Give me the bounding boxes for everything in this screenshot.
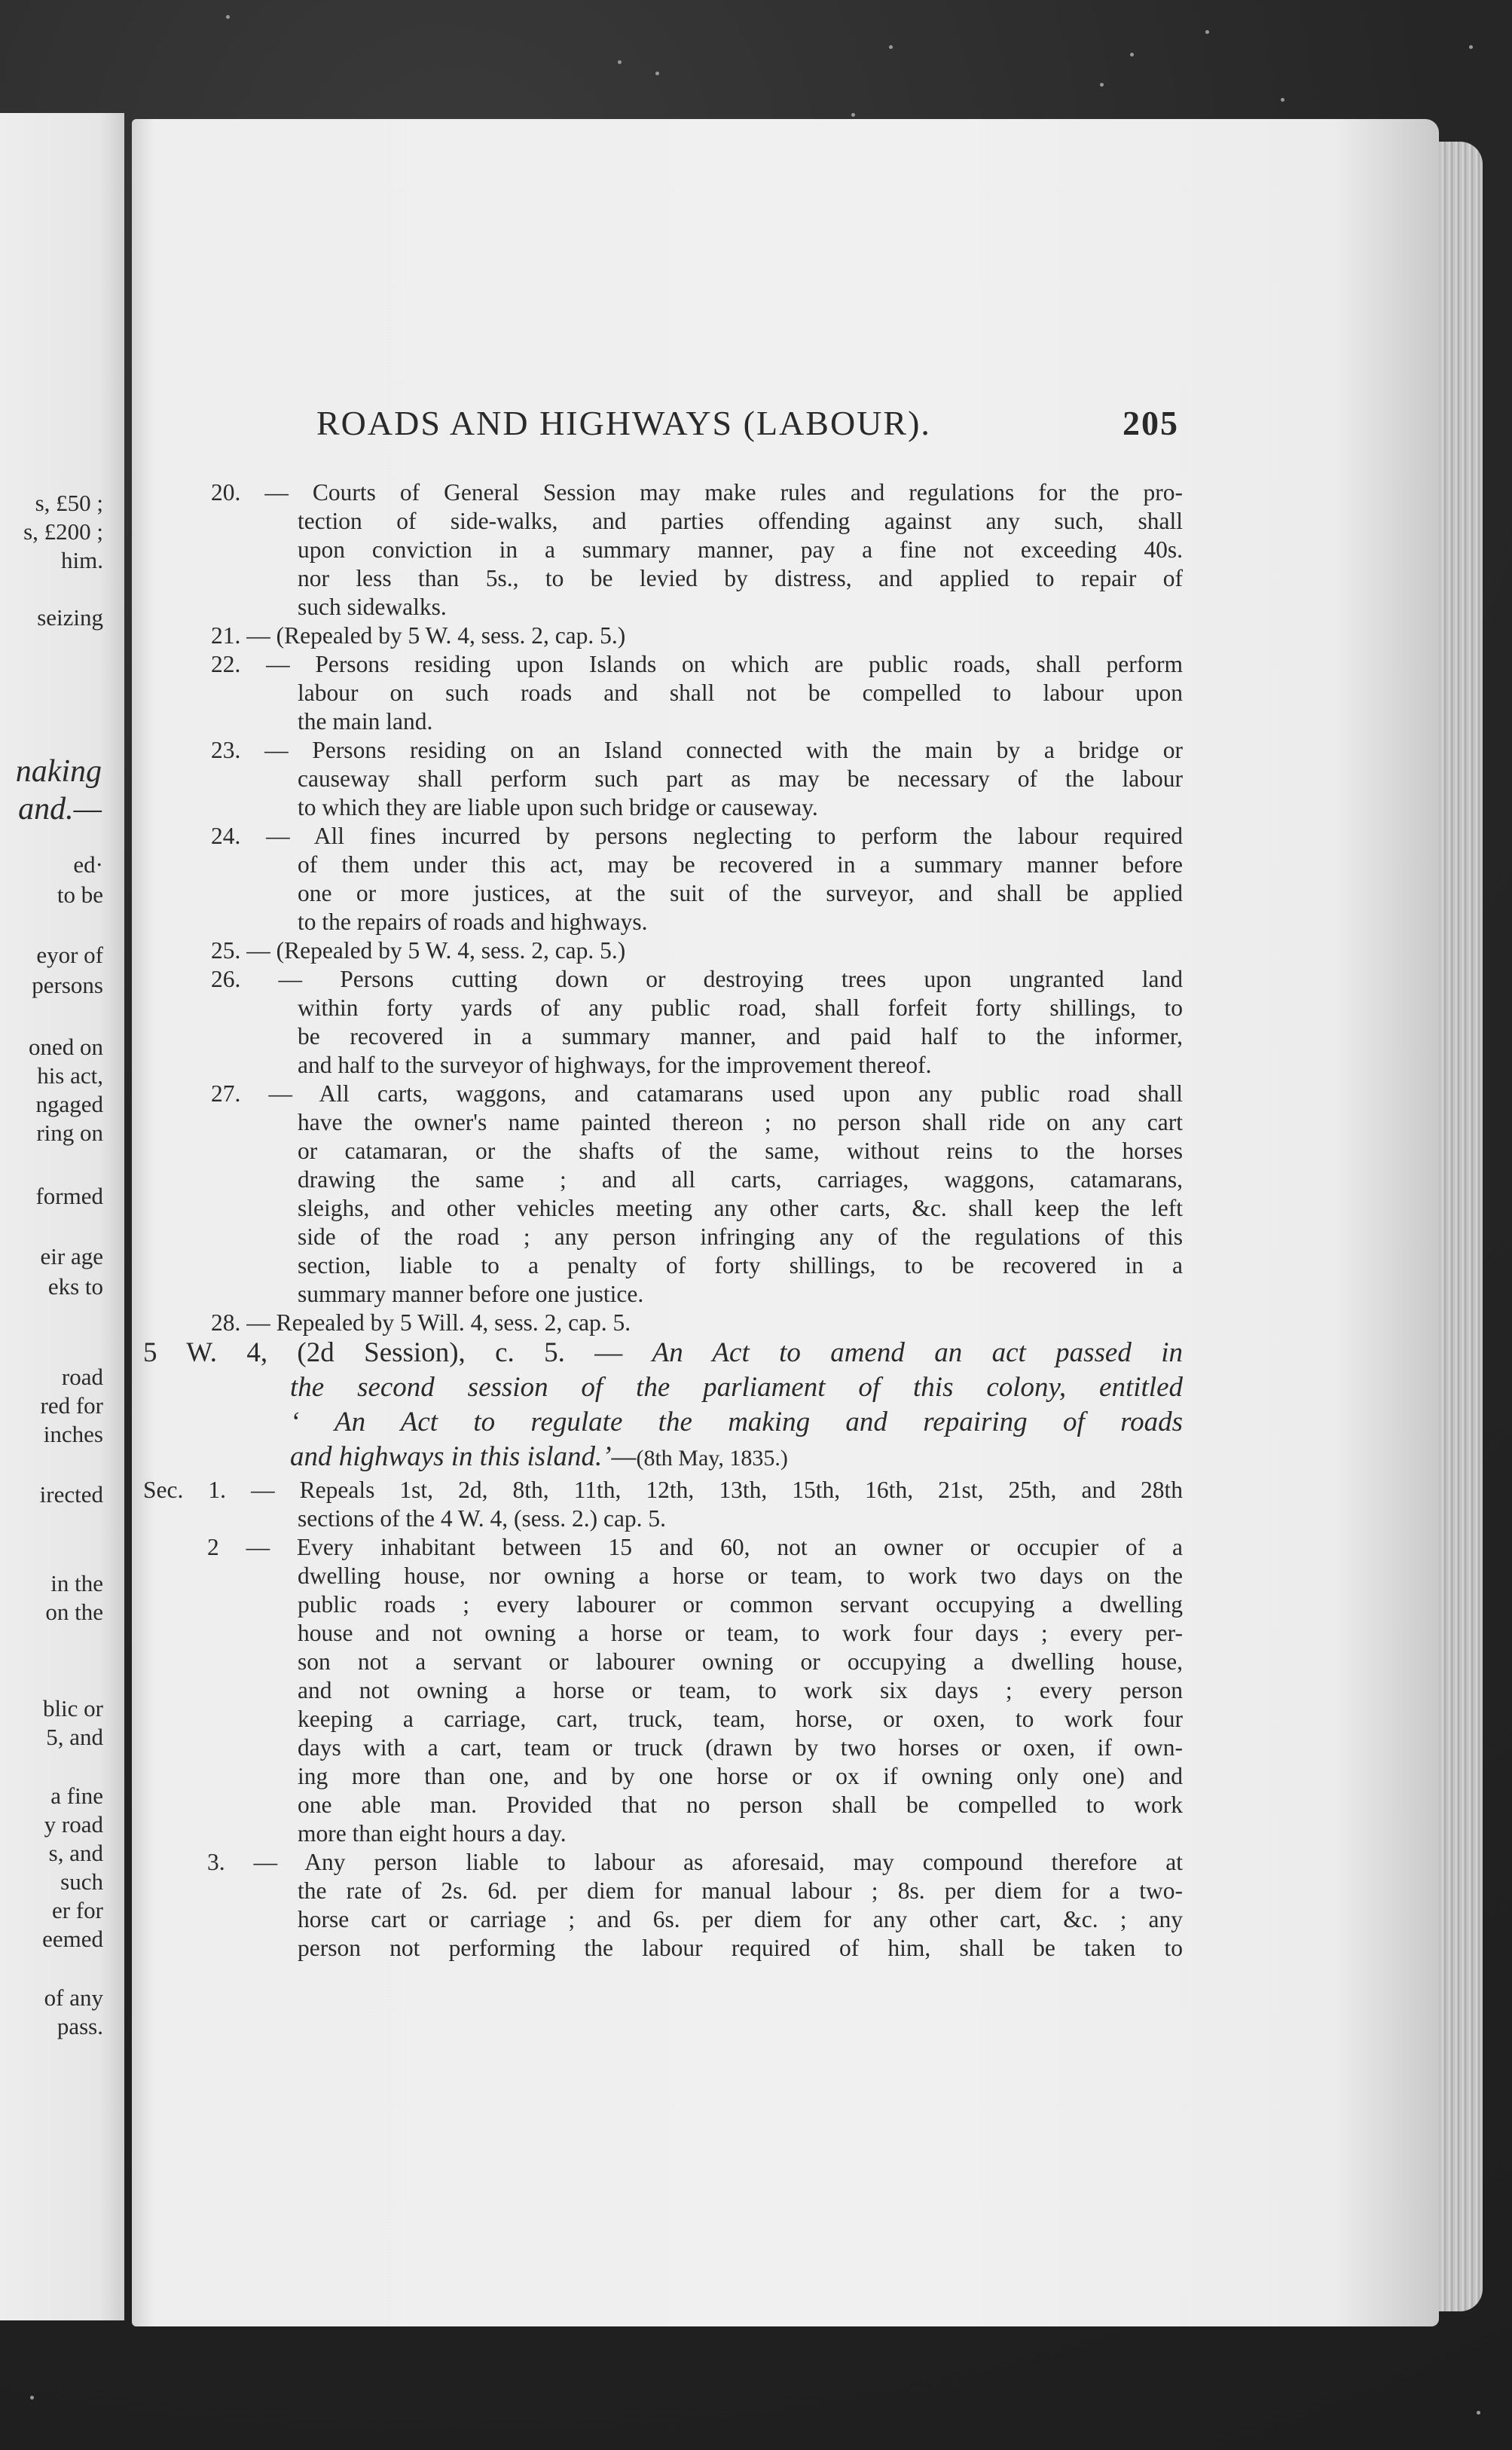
section-line: house and not owning a horse or team, to work four days ; every per- <box>298 1620 1183 1646</box>
section-line: tection of side-walks, and parties offending against any such, shall <box>298 508 1183 534</box>
section-line: 20. — Courts of General Session may make rules and regulations for the pro- <box>211 479 1183 506</box>
left-page-fragment: oned on <box>28 1034 103 1060</box>
dust-speck <box>889 45 893 49</box>
section-line: horse cart or carriage ; and 6s. per diem for any other cart, &c. ; any <box>298 1906 1183 1932</box>
section-line: to the repairs of roads and highways. <box>298 909 648 935</box>
left-page-fragment: s, and <box>48 1840 103 1866</box>
section-line: and half to the surveyor of highways, for the improvement thereof. <box>298 1052 932 1078</box>
left-page-fragment: road <box>61 1364 103 1390</box>
section-line: be recovered in a summary manner, and paid half to the informer, <box>298 1023 1183 1049</box>
left-page-fragment: of any <box>44 1984 103 2011</box>
section-line: sections of the 4 W. 4, (sess. 2.) cap. 5. <box>298 1505 667 1532</box>
dust-speck <box>851 113 855 117</box>
page-number: 205 <box>1123 404 1179 442</box>
act-title-start: An Act to amend an act passed in <box>652 1337 1183 1368</box>
dust-speck <box>226 15 230 19</box>
left-page-fragment: to be <box>57 881 103 908</box>
left-page-fragment: er for <box>52 1897 103 1923</box>
dust-speck <box>618 60 622 64</box>
left-page-fragment: and.— <box>18 792 102 826</box>
section-line: section, liable to a penalty of forty shillings, to be recovered in a <box>298 1252 1183 1278</box>
section-line: one able man. Provided that no person shall be compelled to work <box>298 1792 1183 1818</box>
section-line: days with a cart, team or truck (drawn by two horses or oxen, if own- <box>298 1734 1183 1761</box>
dust-speck <box>1469 45 1473 49</box>
section-line: to which they are liable upon such bridge or causeway. <box>298 794 818 820</box>
section-line: summary manner before one justice. <box>298 1281 644 1307</box>
section-line: one or more justices, at the suit of the surveyor, and shall be applied <box>298 880 1183 906</box>
left-page-fragment: s, £200 ; <box>23 518 103 545</box>
section-line: have the owner's name painted thereon ; no person shall ride on any cart <box>298 1109 1183 1135</box>
section-line: ing more than one, and by one horse or ox if owning only one) and <box>298 1763 1183 1789</box>
left-page-fragment: ngaged <box>35 1091 103 1117</box>
section-line: person not performing the labour required of him, shall be taken to <box>298 1935 1183 1961</box>
left-page-fragment: y road <box>44 1811 103 1838</box>
dust-speck <box>1281 98 1284 102</box>
left-page-fragment: blic or <box>42 1695 103 1721</box>
section-line: upon conviction in a summary manner, pay a fine not exceeding 40s. <box>298 536 1183 563</box>
left-facing-page <box>0 113 124 2320</box>
section-line: drawing the same ; and all carts, carriages, waggons, catamarans, <box>298 1166 1183 1193</box>
left-page-fragment: formed <box>35 1183 103 1209</box>
section-line: 3. — Any person liable to labour as aforesaid, may compound therefore at <box>207 1849 1183 1875</box>
section-line: 2 — Every inhabitant between 15 and 60, not an owner or occupier of a <box>207 1534 1183 1560</box>
dust-speck <box>1205 30 1209 34</box>
section-line: within forty yards of any public road, shall forfeit forty shillings, to <box>298 994 1183 1021</box>
left-page-fragment: in the <box>50 1570 103 1596</box>
section-line: 24. — All fines incurred by persons neglecting to perform the labour required <box>211 823 1183 849</box>
section-line: side of the road ; any person infringing any of the regulations of this <box>298 1223 1183 1250</box>
left-page-fragment: red for <box>40 1392 103 1419</box>
left-page-fragment: his act, <box>37 1062 103 1089</box>
act-heading-line <box>143 1336 1183 1370</box>
act-date: (8th May, 1835.) <box>636 1446 788 1471</box>
left-page-fragment: eemed <box>42 1926 103 1952</box>
left-page-fragment: irected <box>39 1481 103 1508</box>
dust-speck <box>1130 53 1134 57</box>
left-page-fragment: pass. <box>57 2013 103 2039</box>
section-line: labour on such roads and shall not be compelled to labour upon <box>298 680 1183 706</box>
section-line: 26. — Persons cutting down or destroying trees upon ungranted land <box>211 966 1183 992</box>
section-line: 28. — Repealed by 5 Will. 4, sess. 2, cap. 5. <box>211 1309 631 1336</box>
left-page-fragment: naking <box>15 754 102 789</box>
section-line: Sec. 1. — Repeals 1st, 2d, 8th, 11th, 12th, 13th, 15th, 16th, 21st, 25th, and 28th <box>143 1477 1183 1503</box>
dust-speck <box>655 72 659 75</box>
page-header <box>316 403 1179 456</box>
left-page-fragment: seizing <box>37 604 103 631</box>
section-line: of them under this act, may be recovered in a summary manner before <box>298 851 1183 878</box>
left-page-fragment: a fine <box>50 1783 103 1809</box>
left-page-fragment: 5, and <box>46 1724 103 1750</box>
left-page-fragment: such <box>60 1868 103 1895</box>
section-line: 27. — All carts, waggons, and catamarans used upon any public road shall <box>211 1080 1183 1107</box>
section-line: 23. — Persons residing on an Island connected with the main by a bridge or <box>211 737 1183 763</box>
section-line: the rate of 2s. 6d. per diem for manual labour ; 8s. per diem for a two- <box>298 1877 1183 1904</box>
section-line: more than eight hours a day. <box>298 1820 567 1847</box>
section-line: nor less than 5s., to be levied by distress, and applied to repair of <box>298 565 1183 591</box>
left-page-fragment: ring on <box>36 1120 103 1146</box>
dust-speck <box>1477 2411 1480 2415</box>
section-line: son not a servant or labourer owning or occupying a dwelling house, <box>298 1648 1183 1675</box>
left-page-fragment: on the <box>45 1599 103 1625</box>
section-line: causeway shall perform such part as may be necessary of the labour <box>298 765 1183 792</box>
act-heading-line: the second session of the parliament of this colony, entitled <box>290 1372 1183 1403</box>
section-line: 21. — (Repealed by 5 W. 4, sess. 2, cap. 5.) <box>211 622 626 649</box>
left-page-fragment: persons <box>32 972 103 998</box>
act-heading-line: ‘ An Act to regulate the making and repairing of roads <box>290 1407 1183 1437</box>
act-citation: 5 W. 4, (2d Session), c. 5. — <box>143 1337 652 1368</box>
section-line: sleighs, and other vehicles meeting any other carts, &c. shall keep the left <box>298 1195 1183 1221</box>
left-page-fragment: eyor of <box>36 942 103 968</box>
section-line: 22. — Persons residing upon Islands on which are public roads, shall perform <box>211 651 1183 677</box>
dust-speck <box>1100 83 1104 87</box>
section-line: the main land. <box>298 708 433 735</box>
act-title-end: and highways in this island.’— <box>290 1441 637 1472</box>
dust-speck <box>30 2396 34 2400</box>
left-page-fragment: ed· <box>73 851 103 878</box>
section-line: dwelling house, nor owning a horse or team, to work two days on the <box>298 1563 1183 1589</box>
section-line: public roads ; every labourer or common servant occupying a dwelling <box>298 1591 1183 1618</box>
section-line: 25. — (Repealed by 5 W. 4, sess. 2, cap. 5.) <box>211 937 626 964</box>
section-line: keeping a carriage, cart, truck, team, horse, or oxen, to work four <box>298 1706 1183 1732</box>
section-line: or catamaran, or the shafts of the same, without reins to the horses <box>298 1138 1183 1164</box>
act-heading-line <box>290 1440 945 1476</box>
section-line: such sidewalks. <box>298 594 447 620</box>
left-page-fragment: eir age <box>40 1243 103 1269</box>
running-title: ROADS AND HIGHWAYS (LABOUR). <box>316 404 931 442</box>
left-page-fragment: eks to <box>47 1273 103 1300</box>
section-line: and not owning a horse or team, to work six days ; every person <box>298 1677 1183 1703</box>
left-page-fragment: inches <box>43 1421 103 1447</box>
left-page-fragment: him. <box>61 547 103 573</box>
left-page-fragment: s, £50 ; <box>35 490 103 516</box>
